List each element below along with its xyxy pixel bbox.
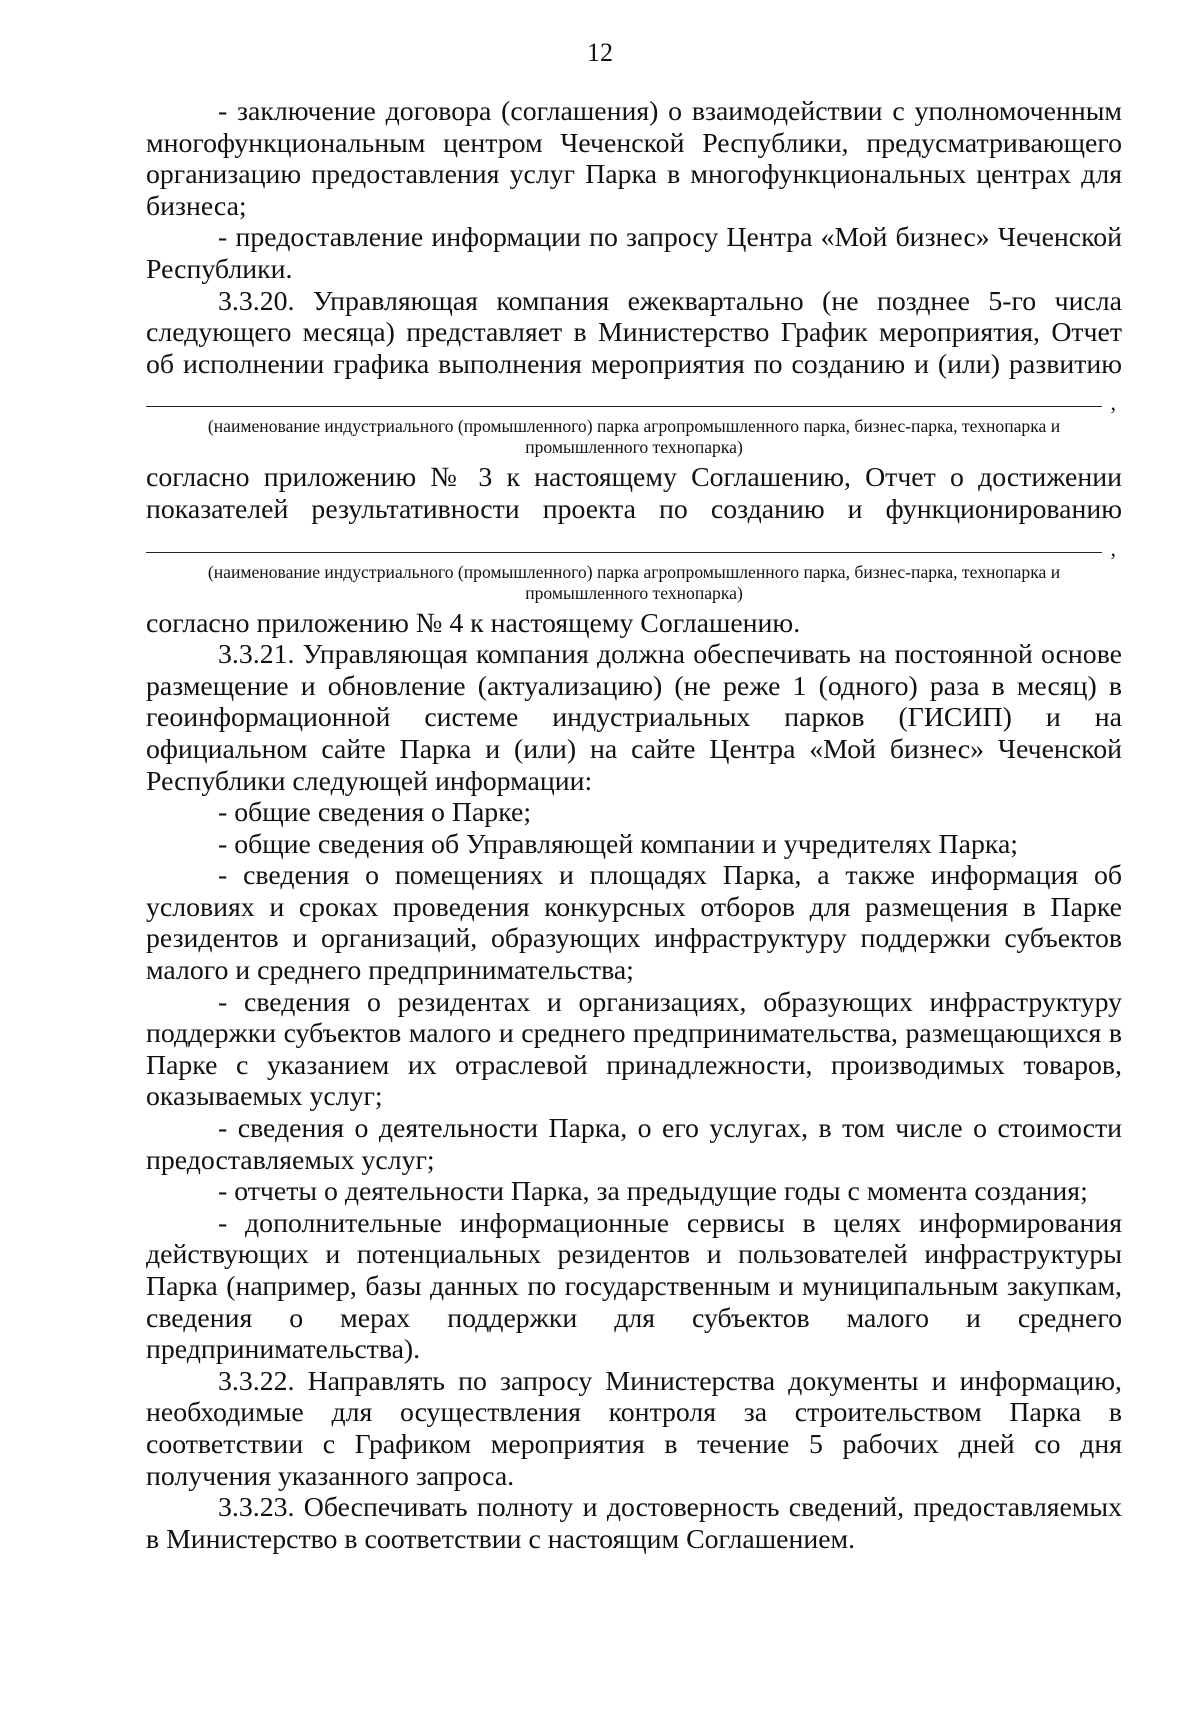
blank-comma: , (1110, 535, 1116, 561)
list-item-company-info: - общие сведения об Управляющей компании и учредителях Парка; (218, 828, 1019, 860)
list-item-activity-info: - сведения о деятельности Парка, о его услугах, в том числе о стоимости предоставляемых услуг; (146, 1113, 1122, 1176)
fill-in-line-2 (146, 530, 1122, 560)
document-body (146, 96, 1122, 1555)
list-item-reports: - отчеты о деятельности Парка, за предыдущие годы с момента создания; (218, 1176, 1088, 1208)
paragraph-3-3-23: 3.3.23. Обеспечивать полноту и достоверность сведений, предоставляемых в Министерство в соответствии с настоящим Соглашением. (146, 1492, 1122, 1555)
list-item-general-info: - общие сведения о Парке; (218, 797, 532, 829)
paragraph-3-3-22: 3.3.22. Направлять по запросу Министерства документы и информацию, необходимые для осуществления контроля за строительством Парка в соответствии с Графиком мероприятия в течение 5 рабочих дней со дня получения указанного запроса. (146, 1365, 1122, 1492)
caption-park-name-1: (наименование индустриального (промышленного) парка агропромышленного парка, бизнес-парка, технопарка и промышленного технопарка) (207, 416, 1061, 458)
list-item-residents-info: - сведения о резидентах и организациях, образующих инфраструктуру поддержки субъектов малого и среднего предпринимательства, размещающихся в Парке с указанием их отраслевой принадлежности, производимых товаров, оказываемых услуг; (146, 986, 1122, 1113)
page-number: 12 (587, 38, 613, 67)
paragraph-appendix-3: согласно приложению № 3 к настоящему Соглашению, Отчет о достижении показателей результативности проекта по созданию и функционированию (146, 462, 1122, 525)
paragraph-3-3-21: 3.3.21. Управляющая компания должна обеспечивать на постоянной основе размещение и обновление (актуализацию) (не реже 1 (одного) раза в месяц) в геоинформационной системе индустриальных парков (ГИСИП) и на официальном сайте Парка и (или) на сайте Центра «Мой бизнес» Чеченской Республики следующей информации: (146, 639, 1122, 797)
fill-in-line-1 (146, 384, 1122, 414)
paragraph-info-request: - предоставление информации по запросу Центра «Мой бизнес» Чеченской Республики. (146, 222, 1122, 285)
blank-comma: , (1110, 390, 1116, 416)
caption-park-name-2: (наименование индустриального (промышленного) парка агропромышленного парка, бизнес-парка, технопарка и промышленного технопарка) (207, 561, 1061, 603)
underline-blank (146, 406, 1102, 407)
list-item-services: - дополнительные информационные сервисы в целях информирования действующих и потенциальных резидентов и пользователей инфраструктуры Парка (например, базы данных по государственным и муниципальным закупкам, сведения о мерах поддержки для субъектов малого и среднего предпринимательства). (146, 1207, 1122, 1366)
paragraph-mfc-agreement: - заключение договора (соглашения) о взаимодействии с уполномоченным многофункциональным центром Чеченской Республики, предусматривающего организацию предоставления услуг Парка в многофункциональных центрах для бизнеса; (146, 96, 1122, 222)
paragraph-3-3-20: 3.3.20. Управляющая компания ежеквартально (не позднее 5-го числа следующего месяца) представляет в Министерство График мероприятия, Отчет об исполнении графика выполнения мероприятия по созданию и (или) развитию (146, 285, 1122, 380)
list-item-premises-info: - сведения о помещениях и площадях Парка, а также информация об условиях и сроках проведения конкурсных отборов для размещения в Парке резидентов и организаций, образующих инфраструктуру поддержки субъектов малого и среднего предпринимательства; (146, 860, 1122, 987)
paragraph-appendix-4: согласно приложению № 4 к настоящему Соглашению. (146, 607, 801, 639)
underline-blank (146, 552, 1102, 553)
